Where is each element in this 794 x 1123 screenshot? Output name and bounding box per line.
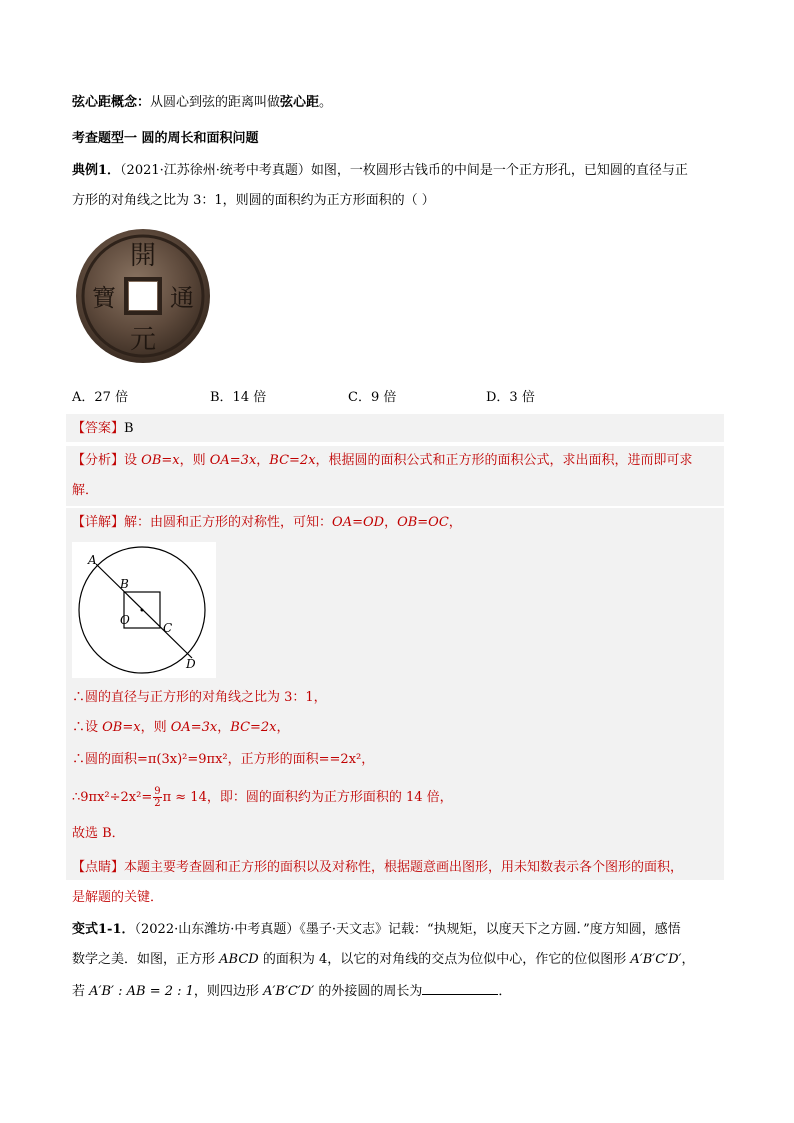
step-4 — [72, 786, 453, 809]
example-text-1: （2021·江苏徐州·统考中考真题）如图，一枚圆形古钱币的中间是一个正方形孔，已知圆的直径与正 — [120, 163, 688, 178]
definition-text: 从圆心到弦的距离叫做 — [150, 95, 281, 110]
analysis-expr-ob: OB=x — [141, 453, 180, 468]
analysis-text: ，则 — [179, 453, 210, 468]
step-1: ∴圆的直径与正方形的对角线之比为 3：1， — [72, 690, 327, 705]
comment-line-2: 是解题的关键． — [72, 890, 164, 905]
coin-char-left: 寶 — [92, 284, 116, 312]
answer-value: B — [124, 421, 134, 436]
step-2-text: ， — [276, 720, 290, 735]
variant-text: ， — [681, 952, 695, 967]
analysis-line-1 — [72, 451, 693, 471]
variant-expr-abcd-prime-2: A′B′C′D′ — [263, 984, 315, 999]
variant-text-1: （2022·山东潍坊·中考真题）《墨子·天文志》记载：“执规矩，以度天下之方圆．”度方知圆，感悟 — [134, 922, 681, 937]
variant-line-3 — [72, 982, 511, 1002]
example-line-2: 方形的对角线之比为 3：1，则圆的面积约为正方形面积的（ ） — [72, 193, 435, 208]
coin-char-right: 通 — [170, 284, 194, 312]
coin-char-bottom: 元 — [129, 325, 157, 355]
comment-line-1 — [72, 858, 683, 878]
answer-line — [72, 419, 134, 439]
step-2-text: ， — [217, 720, 231, 735]
analysis-tag: 【分析】 — [72, 453, 125, 468]
step-2 — [72, 718, 290, 738]
example-line-1 — [72, 161, 688, 181]
detail-expr-2: OB=OC — [397, 515, 449, 530]
answer-tag: 【答案】 — [72, 421, 125, 436]
step-2-expr-bc: BC=2x — [230, 720, 277, 735]
variant-expr-abcd-prime: A′B′C′D′ — [630, 952, 682, 967]
detail-text: ， — [448, 515, 462, 530]
comment-tag: 【点睛】 — [72, 860, 125, 875]
detail-line — [72, 513, 462, 533]
variant-ratio: A′B′ : AB = 2 : 1 — [89, 984, 194, 999]
variant-text: 的外接圆的周长为 — [314, 984, 423, 999]
figure-center-dot — [141, 609, 144, 612]
variant-text: 若 — [72, 984, 90, 999]
analysis-expr-bc: BC=2x — [269, 453, 316, 468]
circle-square-figure — [72, 542, 216, 678]
option-c: C．9 倍 — [348, 390, 397, 405]
variant-text: ，则四边形 — [193, 984, 264, 999]
option-a: A．27 倍 — [72, 390, 129, 405]
variant-line-2 — [72, 950, 695, 970]
variant-text: ． — [498, 984, 512, 999]
example-label: 典例1． — [72, 163, 121, 178]
variant-expr-abcd: ABCD — [219, 952, 259, 967]
definition-keyword: 弦心距 — [280, 95, 320, 110]
comment-text-1: 本题主要考查圆和正方形的面积以及对称性，根据题意画出图形，用未知数表示各个图形的面积， — [124, 860, 684, 875]
fraction-denominator: 2 — [154, 798, 161, 809]
detail-text: ， — [384, 515, 398, 530]
label-c: C — [163, 621, 173, 635]
definition-period: 。 — [319, 95, 333, 110]
definition-term: 弦心距概念： — [72, 95, 151, 110]
variant-line-1 — [72, 920, 681, 940]
coin-square-hole — [129, 282, 157, 310]
variant-text: 的面积为 4，以它的对角线的交点为位似中心，作它的位似图形 — [258, 952, 631, 967]
variant-label: 变式1-1． — [72, 922, 135, 937]
answer-blank[interactable] — [422, 982, 498, 995]
label-o: O — [120, 613, 130, 627]
section-heading: 考查题型一 圆的周长和面积问题 — [72, 131, 259, 146]
label-d: D — [186, 657, 196, 671]
analysis-expr-oa: OA=3x — [209, 453, 257, 468]
detail-tag: 【详解】 — [72, 515, 125, 530]
fraction-9-over-2 — [153, 786, 161, 809]
analysis-text: 设 — [124, 453, 142, 468]
detail-text: 解：由圆和正方形的对称性，可知： — [124, 515, 333, 530]
coin-image — [74, 224, 212, 368]
option-d: D．3 倍 — [486, 390, 535, 405]
answer-shade — [66, 414, 724, 442]
variant-text: 数学之美．如图，正方形 — [72, 952, 220, 967]
analysis-text: ， — [256, 453, 270, 468]
detail-expr-1: OA=OD — [332, 515, 385, 530]
step-4-text: π ≈ 14，即：圆的面积约为正方形面积的 14 倍， — [162, 790, 453, 805]
coin-char-top: 開 — [129, 241, 157, 271]
step-5: 故选 B． — [72, 826, 125, 841]
step-2-text: ，则 — [140, 720, 171, 735]
label-b: B — [120, 577, 129, 591]
step-2-text: ∴设 — [72, 720, 103, 735]
label-a: A — [88, 553, 97, 567]
analysis-text: ，根据圆的面积公式和正方形的面积公式，求出面积，进而即可求 — [315, 453, 693, 468]
step-4-text: ∴9πx²÷2x²= — [72, 790, 153, 805]
analysis-line-2: 解． — [72, 483, 99, 498]
option-b: B．14 倍 — [210, 390, 267, 405]
step-2-expr-oa: OA=3x — [170, 720, 218, 735]
definition-line — [72, 93, 332, 113]
step-2-expr-ob: OB=x — [102, 720, 141, 735]
step-3: ∴圆的面积=π(3x)²=9πx²，正方形的面积==2x²， — [72, 752, 375, 767]
fraction-numerator: 9 — [154, 786, 161, 797]
